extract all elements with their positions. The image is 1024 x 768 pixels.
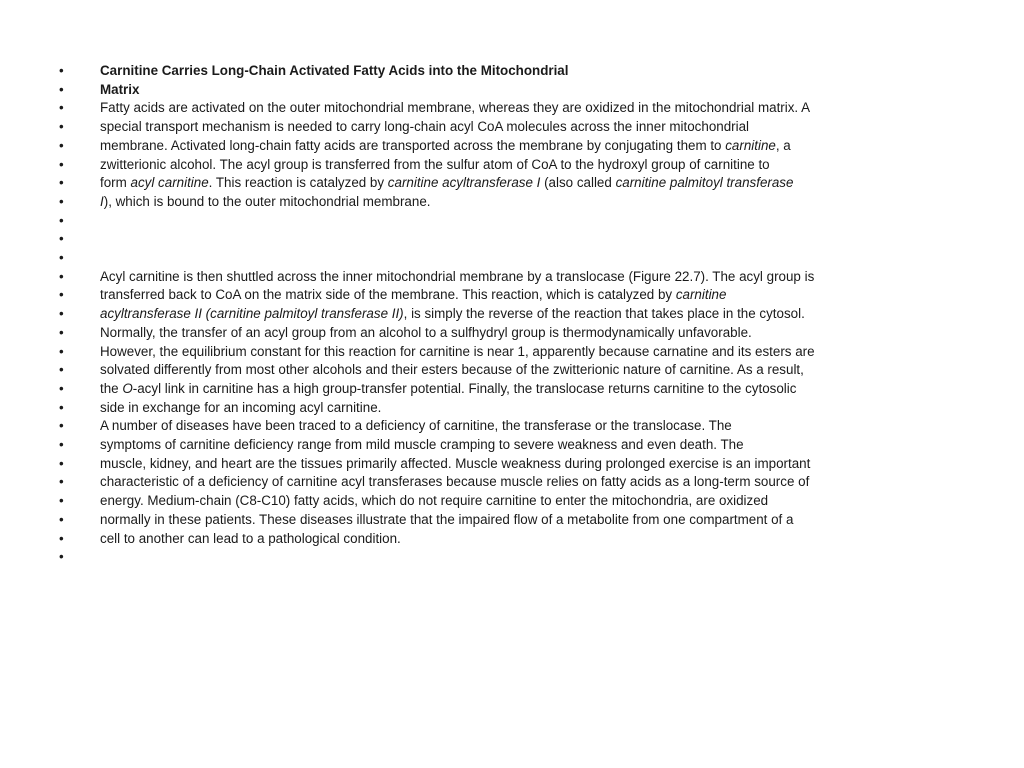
bullet-text bbox=[100, 472, 809, 491]
bullet-line bbox=[0, 510, 1024, 529]
bullet-marker: • bbox=[59, 549, 64, 565]
bullet-text bbox=[100, 192, 430, 211]
bullet-text bbox=[100, 61, 568, 80]
bullet-text bbox=[100, 80, 139, 99]
bullet-marker: • bbox=[59, 437, 64, 452]
text-segment: solvated differently from most other alcohols and their esters because of the zwitterionic nature of carnitine. As a result, bbox=[100, 362, 804, 378]
bullet-text bbox=[100, 285, 726, 304]
text-segment: side in exchange for an incoming acyl carnitine. bbox=[100, 399, 382, 415]
bullet-line bbox=[0, 192, 1024, 211]
bullet-text bbox=[100, 454, 810, 473]
bullet-text bbox=[100, 117, 749, 136]
text-segment: cell to another can lead to a pathological condition. bbox=[100, 530, 401, 546]
bullet-marker: • bbox=[59, 380, 64, 396]
text-segment: Carnitine Carries Long-Chain Activated Fatty Acids into the Mitochondrial bbox=[100, 63, 569, 78]
bullet-marker: • bbox=[59, 175, 64, 191]
bullet-line bbox=[0, 379, 1024, 398]
bullet-marker: • bbox=[59, 63, 64, 78]
bullet-line bbox=[0, 136, 1024, 155]
bullet-text bbox=[100, 510, 793, 529]
bullet-marker: • bbox=[59, 362, 64, 378]
bullet-marker: • bbox=[59, 493, 64, 509]
text-segment: , a bbox=[775, 137, 791, 153]
bullet-marker: • bbox=[59, 250, 64, 265]
bullet-marker: • bbox=[59, 268, 64, 284]
bullet-marker: • bbox=[59, 231, 64, 247]
bullet-text bbox=[100, 155, 770, 174]
text-segment: Normally, the transfer of an acyl group from an alcohol to a sulfhydryl group is thermodynamically unfavorable. bbox=[100, 324, 752, 340]
text-segment: I bbox=[100, 193, 104, 209]
bullet-line bbox=[0, 304, 1024, 323]
text-segment: membrane. Activated long-chain fatty acids are transported across the membrane by conjugating them to bbox=[100, 137, 726, 153]
bullet-text bbox=[100, 416, 732, 435]
text-segment: acyltransferase II (carnitine palmitoyl transferase II) bbox=[100, 306, 404, 322]
bullet-marker: • bbox=[59, 287, 64, 303]
bullet-line bbox=[0, 155, 1024, 174]
bullet-marker: • bbox=[59, 81, 64, 97]
bullet-line bbox=[0, 416, 1024, 435]
bullet-line bbox=[0, 117, 1024, 136]
text-segment: -acyl link in carnitine has a high group-transfer potential. Finally, the translocase returns carnitine to the cytosolic bbox=[132, 380, 797, 396]
bullet-line bbox=[0, 285, 1024, 304]
bullet-marker: • bbox=[59, 474, 64, 490]
bullet-line bbox=[0, 342, 1024, 361]
bullet-text bbox=[100, 491, 768, 510]
bullet-marker: • bbox=[59, 119, 64, 135]
bullet-text bbox=[100, 360, 804, 379]
text-segment: normally in these patients. These diseases illustrate that the impaired flow of a metabolite from one compartment of a bbox=[100, 511, 794, 527]
bullet-line bbox=[0, 80, 1024, 99]
text-segment: Acyl carnitine is then shuttled across the inner mitochondrial membrane by a translocase (Figure 22.7). The acyl group is bbox=[100, 268, 815, 284]
bullet-text bbox=[100, 173, 793, 192]
bullet-line bbox=[0, 61, 1024, 80]
bullet-text bbox=[100, 323, 752, 342]
bullet-marker: • bbox=[59, 137, 64, 153]
bullet-text bbox=[100, 379, 796, 398]
bullet-line bbox=[0, 211, 1024, 230]
bullet-line bbox=[0, 472, 1024, 491]
text-segment: characteristic of a deficiency of carnitine acyl transferases because muscle relies on fatty acids as a long-term source of bbox=[100, 474, 810, 490]
bullet-line bbox=[0, 229, 1024, 248]
bullet-marker: • bbox=[59, 212, 64, 228]
text-segment: Fatty acids are activated on the outer mitochondrial membrane, whereas they are oxidized in the mitochondrial matrix. A bbox=[100, 100, 811, 116]
bullet-text bbox=[100, 304, 805, 323]
bullet-marker: • bbox=[59, 100, 64, 116]
text-segment: special transport mechanism is needed to carry long-chain acyl CoA molecules across the inner mitochondrial bbox=[100, 119, 750, 135]
bullet-line bbox=[0, 360, 1024, 379]
bullet-line bbox=[0, 173, 1024, 192]
text-segment: A number of diseases have been traced to a deficiency of carnitine, the transferase or the translocase. The bbox=[100, 418, 732, 434]
bullet-marker: • bbox=[59, 399, 64, 415]
text-segment: energy. Medium-chain (C8-C10) fatty acids, which do not require carnitine to enter the mitochondria, are oxidized bbox=[100, 493, 769, 509]
bullet-line bbox=[0, 547, 1024, 566]
bullet-marker: • bbox=[59, 156, 64, 172]
bullet-line bbox=[0, 98, 1024, 117]
text-segment: ), which is bound to the outer mitochondrial membrane. bbox=[103, 193, 431, 209]
text-segment: the bbox=[100, 380, 123, 396]
bullet-text bbox=[100, 342, 815, 361]
bullet-line bbox=[0, 435, 1024, 454]
bullet-marker: • bbox=[59, 530, 64, 546]
text-segment: transferred back to CoA on the matrix side of the membrane. This reaction, which is catalyzed by bbox=[100, 287, 676, 303]
bullet-marker: • bbox=[59, 343, 64, 359]
bullet-marker: • bbox=[59, 324, 64, 340]
bullet-text bbox=[100, 398, 381, 417]
bullet-marker: • bbox=[59, 193, 64, 209]
bullet-line bbox=[0, 398, 1024, 417]
bullet-line bbox=[0, 267, 1024, 286]
bullet-line bbox=[0, 323, 1024, 342]
text-segment: muscle, kidney, and heart are the tissues primarily affected. Muscle weakness during prolonged exercise is an important bbox=[100, 455, 811, 471]
text-segment: , is simply the reverse of the reaction that takes place in the cytosol. bbox=[403, 306, 805, 322]
text-segment: symptoms of carnitine deficiency range from mild muscle cramping to severe weakness and even death. The bbox=[100, 437, 744, 452]
bullet-marker: • bbox=[59, 511, 64, 527]
bullet-text bbox=[100, 98, 810, 117]
bullet-text bbox=[100, 529, 401, 548]
text-segment: However, the equilibrium constant for this reaction for carnitine is near 1, apparently because carnatine and its esters are bbox=[100, 343, 815, 359]
text-segment: carnitine acyltransferase I bbox=[387, 175, 541, 191]
text-segment: O bbox=[122, 380, 133, 396]
bullet-text bbox=[100, 136, 791, 155]
bullet-marker: • bbox=[59, 418, 64, 434]
bullet-marker: • bbox=[59, 455, 64, 471]
text-segment: (also called bbox=[540, 175, 616, 191]
bullet-line bbox=[0, 529, 1024, 548]
text-segment: carnitine bbox=[675, 287, 727, 303]
bullet-text bbox=[100, 435, 744, 454]
text-segment: form bbox=[100, 175, 131, 191]
text-segment: . This reaction is catalyzed by bbox=[208, 175, 388, 191]
bullet-line bbox=[0, 454, 1024, 473]
bullet-line bbox=[0, 491, 1024, 510]
text-segment: acyl carnitine bbox=[130, 175, 209, 191]
text-segment: zwitterionic alcohol. The acyl group is transferred from the sulfur atom of CoA to the hydroxyl group of carnitine to bbox=[100, 156, 770, 172]
bullet-line bbox=[0, 248, 1024, 267]
text-segment: carnitine palmitoyl transferase bbox=[615, 175, 794, 191]
text-segment: Matrix bbox=[100, 81, 140, 97]
bullet-text bbox=[100, 267, 814, 286]
bullet-marker: • bbox=[59, 306, 64, 322]
text-segment: carnitine bbox=[725, 137, 776, 153]
